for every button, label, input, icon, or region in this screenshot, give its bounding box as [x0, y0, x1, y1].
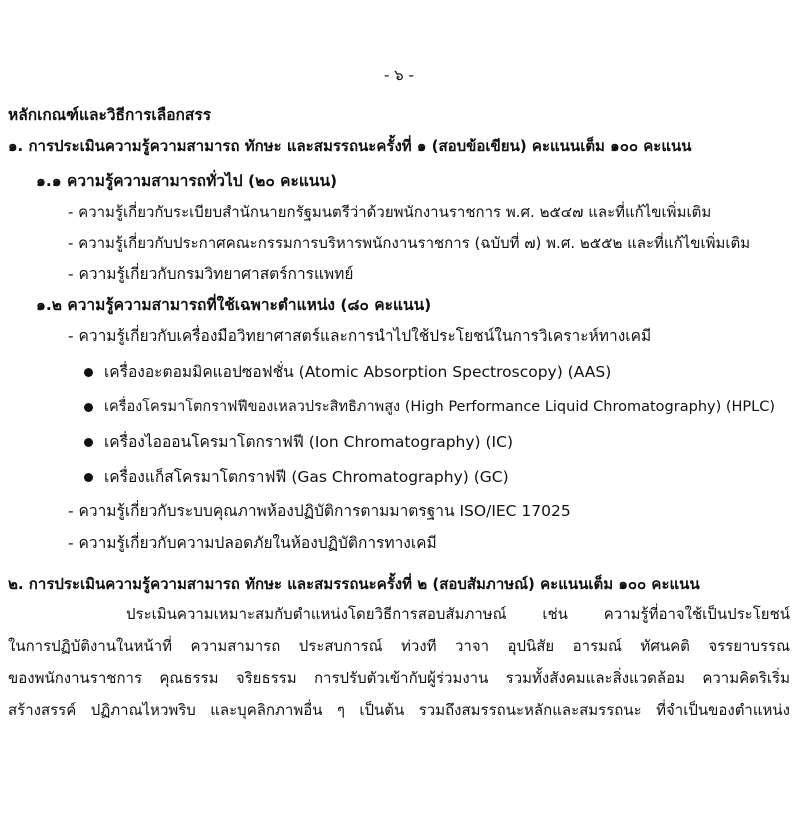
paragraph-line: ประเมินความเหมาะสมกับตำแหน่งโดยวิธีการสอบสัมภาษณ์ เช่น ความรู้ที่อาจใช้เป็นประโยชน์ — [126, 605, 790, 623]
section-heading: หลักเกณฑ์และวิธีการเลือกสรร — [8, 106, 212, 124]
bullet-item-text: เครื่องโครมาโตกราฟฟีของเหลวประสิทธิภาพสูง (High Performance Liquid Chromatography) (HPLC) — [104, 399, 776, 415]
subsection-1-1-item: - ความรู้เกี่ยวกับกรมวิทยาศาสตร์การแพทย์ — [68, 265, 354, 283]
subsection-1-1-item: - ความรู้เกี่ยวกับประกาศคณะกรรมการบริหารพนักงานราชการ (ฉบับที่ ๗) พ.ศ. ๒๕๕๒ และที่แก้ไขเพิ่มเติม — [68, 234, 751, 252]
bullet-icon — [84, 403, 93, 412]
subsection-1-2-intro: - ความรู้เกี่ยวกับเครื่องมือวิทยาศาสตร์และการนำไปใช้ประโยชน์ในการวิเคราะห์ทางเคมี — [68, 327, 652, 345]
page-number: - ๖ - — [384, 66, 414, 84]
bullet-icon — [84, 368, 93, 377]
bullet-icon — [84, 438, 93, 447]
bullet-item-text: เครื่องอะตอมมิคแอปซอฟชั่น (Atomic Absorption Spectroscopy) (AAS) — [104, 363, 612, 381]
subsection-1-2-title: ๑.๒ ความรู้ความสามารถที่ใช้เฉพาะตำแหน่ง (๘๐ คะแนน) — [36, 296, 432, 314]
subsection-1-1-title: ๑.๑ ความรู้ความสามารถทั่วไป (๒๐ คะแนน) — [36, 172, 338, 190]
subsection-1-2-item: - ความรู้เกี่ยวกับระบบคุณภาพห้องปฏิบัติการตามมาตรฐาน ISO/IEC 17025 — [68, 502, 571, 520]
bullet-item-text: เครื่องไอออนโครมาโตกราฟฟี (Ion Chromatography) (IC) — [104, 433, 513, 451]
section-1-title: ๑. การประเมินความรู้ความสามารถ ทักษะ และสมรรถนะครั้งที่ ๑ (สอบข้อเขียน) คะแนนเต็ม ๑๐๐ คะแนน — [8, 137, 692, 155]
paragraph-line: ในการปฏิบัติงานในหน้าที่ ความสามารถ ประสบการณ์ ท่วงที วาจา อุปนิสัย อารมณ์ ทัศนคติ จรรยาบรรณ — [8, 637, 790, 655]
bullet-item-text: เครื่องแก็สโครมาโตกราฟฟี (Gas Chromatography) (GC) — [104, 468, 509, 486]
paragraph-line: ของพนักงานราชการ คุณธรรม จริยธรรม การปรับตัวเข้ากับผู้ร่วมงาน รวมทั้งสังคมและสิ่งแวดล้อม ความคิดริเริ่ม — [8, 669, 790, 687]
subsection-1-2-item: - ความรู้เกี่ยวกับความปลอดภัยในห้องปฏิบัติการทางเคมี — [68, 534, 437, 552]
subsection-1-1-item: - ความรู้เกี่ยวกับระเบียบสำนักนายกรัฐมนตรีว่าด้วยพนักงานราชการ พ.ศ. ๒๕๔๗ และที่แก้ไขเพิ่มเติม — [68, 203, 712, 221]
bullet-icon — [84, 473, 93, 482]
section-2-title: ๒. การประเมินความรู้ความสามารถ ทักษะ และสมรรถนะครั้งที่ ๒ (สอบสัมภาษณ์) คะแนนเต็ม ๑๐๐ คะแนน — [8, 575, 700, 593]
paragraph-line: สร้างสรรค์ ปฏิภาณไหวพริบ และบุคลิกภาพอื่น ๆ เป็นต้น รวมถึงสมรรถนะหลักและสมรรถนะ ที่จำเป็นของตำแหน่ง — [8, 701, 790, 719]
